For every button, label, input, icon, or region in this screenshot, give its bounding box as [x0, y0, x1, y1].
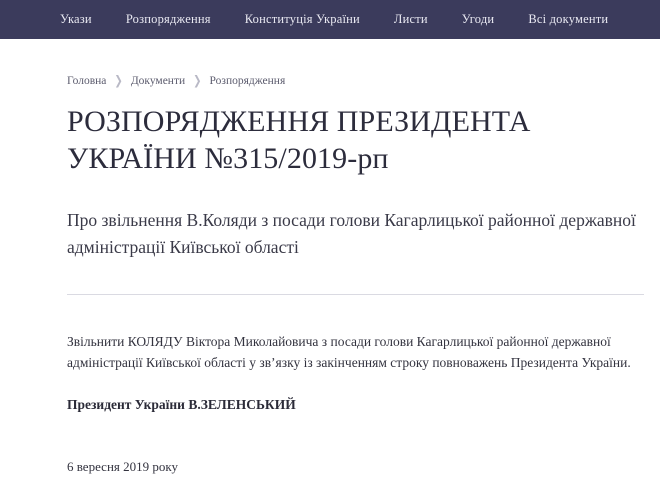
nav-item-rozporiadzhennia[interactable]: Розпорядження	[125, 12, 211, 26]
nav-item-ukazy[interactable]: Укази	[60, 12, 92, 26]
breadcrumb-item-documents[interactable]: Документи	[130, 75, 186, 87]
document-body	[67, 331, 644, 476]
breadcrumb	[67, 75, 644, 87]
section-divider	[67, 294, 644, 295]
top-navigation-bar	[0, 0, 660, 39]
page-title: РОЗПОРЯДЖЕННЯ ПРЕЗИДЕНТА УКРАЇНИ №315/2019-рп	[67, 105, 531, 175]
chevron-right-icon: ❯	[114, 74, 123, 88]
chevron-right-icon: ❯	[193, 74, 202, 88]
document-subtitle: Про звільнення В.Коляди з посади голови Кагарлицької районної державної адміністрації Київської області	[67, 210, 636, 258]
breadcrumb-item-home[interactable]: Головна	[67, 75, 107, 87]
breadcrumb-item-current: Розпорядження	[209, 75, 286, 87]
nav-item-vsi-dokumenty[interactable]: Всі документи	[528, 12, 609, 26]
document-signature: Президент України В.ЗЕЛЕНСЬКИЙ	[67, 396, 296, 412]
document-date: 6 вересня 2019 року	[67, 458, 179, 474]
nav-item-lysty[interactable]: Листи	[393, 12, 428, 26]
nav-item-uhody[interactable]: Угоди	[461, 12, 495, 26]
nav-item-konstytutsiia[interactable]: Конституція України	[244, 12, 360, 26]
page-content	[0, 75, 660, 477]
document-body-paragraph: Звільнити КОЛЯДУ Віктора Миколайовича з посади голови Кагарлицької районної державної адміністрації Київської області у зв’язку із закінченням строку повноважень Президента України.	[67, 334, 631, 371]
